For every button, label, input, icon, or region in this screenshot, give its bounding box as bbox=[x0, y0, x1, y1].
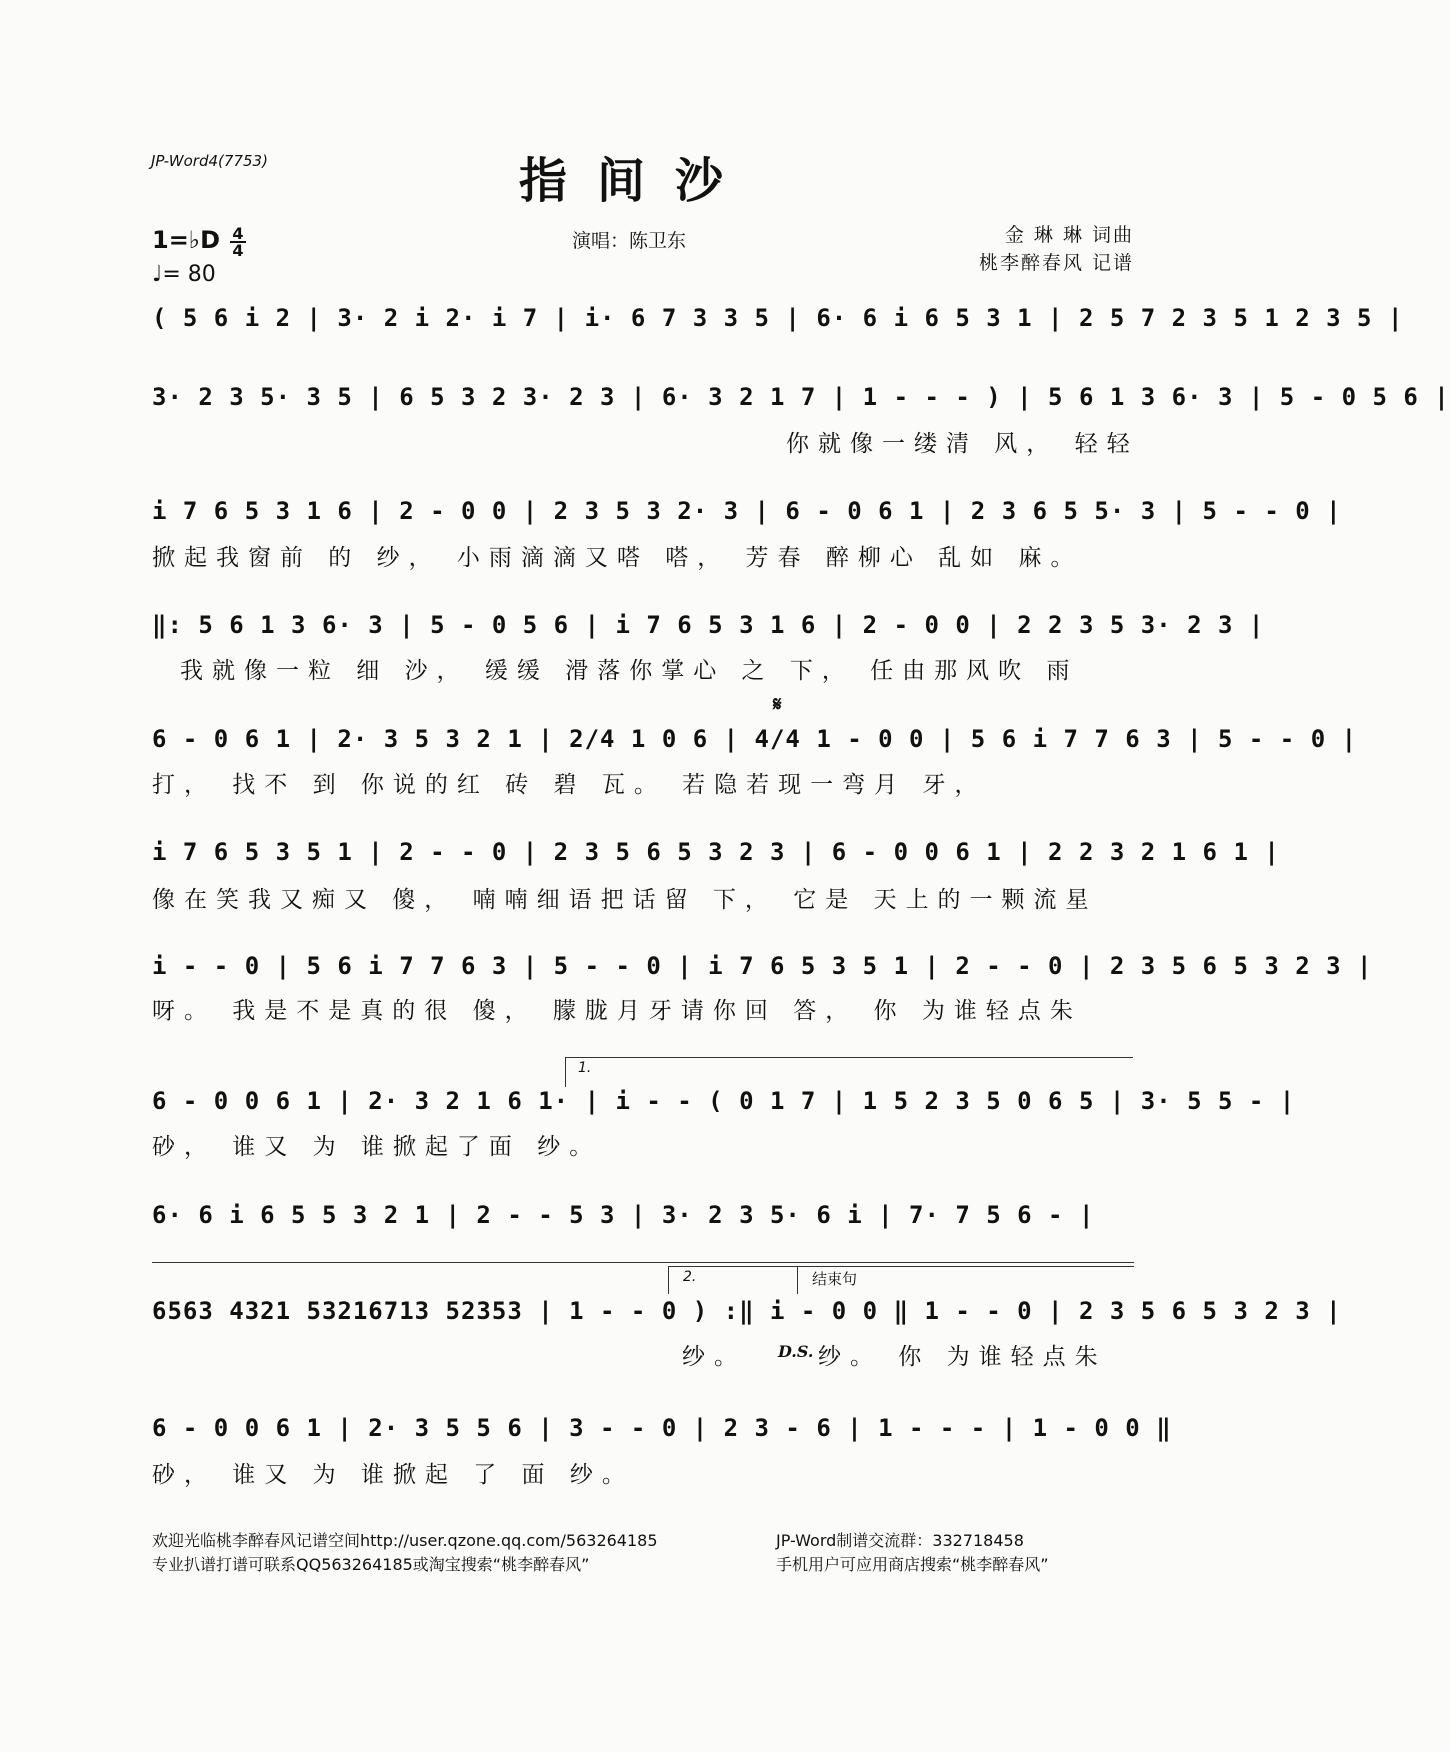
lyric-row-11: 砂， 谁又 为 谁掀起 了 面 纱。 bbox=[152, 1462, 634, 1488]
volta-1-bracket-side bbox=[565, 1057, 566, 1087]
segno-sign: 𝄋 bbox=[773, 692, 782, 716]
score-row-2: 3· 2 3 5· 3 5 | 6 5 3 2 3· 2 3 | 6· 3 2 1 7 | 1 - - - ) | 5 6 1 3 6· 3 | 5 - 0 5 6 | bbox=[152, 383, 1450, 411]
footer-mobile: 手机用户可应用商店搜索“桃李醉春风” bbox=[776, 1555, 1049, 1574]
footer-contact: 专业扒谱打谱可联系QQ563264185或淘宝搜索“桃李醉春风” bbox=[152, 1555, 590, 1574]
software-label: JP-Word4(7753) bbox=[151, 152, 268, 170]
lyric-row-7: 呀。 我是不是真的很 傻， 朦胧月牙请你回 答， 你 为谁轻点朱 bbox=[152, 998, 1082, 1024]
volta-2-bracket bbox=[668, 1266, 1134, 1267]
score-row-10: 6563 4321 53216713 52353 | 1 - - 0 ) :‖ i - 0 0 ‖ 1 - - 0 | 2 3 5 6 5 3 2 3 | bbox=[152, 1297, 1342, 1325]
volta-2-label: 2. bbox=[683, 1269, 697, 1285]
score-row-7: i - - 0 | 5 6 i 7 7 6 3 | 5 - - 0 | i 7 6 5 3 5 1 | 2 - - 0 | 2 3 5 6 5 3 2 3 | bbox=[152, 952, 1373, 980]
lyric-row-10-b: 纱。 你 为谁轻点朱 bbox=[818, 1344, 1107, 1370]
score-row-8: 6 - 0 0 6 1 | 2· 3 2 1 6 1· | i - - ( 0 1 7 | 1 5 2 3 5 0 6 5 | 3· 5 5 - | bbox=[152, 1087, 1296, 1115]
meter-bottom: 4 bbox=[232, 241, 244, 260]
lyric-row-5: 打， 找不 到 你说的红 砖 碧 瓦。 若隐若现一弯月 牙， bbox=[152, 772, 987, 798]
key-signature: 1=♭D bbox=[152, 226, 221, 254]
meter-top: 4 bbox=[230, 226, 246, 243]
lyric-row-8: 砂， 谁又 为 谁掀起了面 纱。 bbox=[152, 1134, 602, 1160]
composer-credit: 金 琳 琳 词曲 bbox=[1004, 224, 1134, 246]
lyric-row-4: 我就像一粒 细 沙， 缓缓 滑落你掌心 之 下， 任由那风吹 雨 bbox=[180, 658, 1079, 684]
score-row-11: 6 - 0 0 6 1 | 2· 3 5 5 6 | 3 - - 0 | 2 3 - 6 | 1 - - - | 1 - 0 0 ‖ bbox=[152, 1414, 1172, 1442]
transcriber-credit: 桃李醉春风 记谱 bbox=[978, 252, 1134, 274]
ending-label: 结束句 bbox=[812, 1270, 858, 1288]
score-row-5: 6 - 0 6 1 | 2· 3 5 3 2 1 | 2/4 1 0 6 | 4/4 1 - 0 0 | 5 6 i 7 7 6 3 | 5 - - 0 | bbox=[152, 725, 1358, 753]
tempo-marking: ♩= 80 bbox=[152, 262, 216, 287]
footer-group: JP-Word制谱交流群：332718458 bbox=[776, 1531, 1024, 1550]
score-row-4: ‖: 5 6 1 3 6· 3 | 5 - 0 5 6 | i 7 6 5 3 1 6 | 2 - 0 0 | 2 2 3 5 3· 2 3 | bbox=[152, 611, 1265, 639]
score-row-1: ( 5 6 i 2 | 3· 2 i 2· i 7 | i· 6 7 3 3 5 | 6· 6 i 6 5 3 1 | 2 5 7 2 3 5 1 2 3 5 | bbox=[152, 304, 1404, 332]
time-signature bbox=[230, 226, 246, 258]
footer-website: 欢迎光临桃李醉春风记谱空间http://user.qzone.qq.com/563264185 bbox=[152, 1531, 658, 1550]
singer-credit: 演唱：陈卫东 bbox=[572, 230, 687, 252]
volta-1-label: 1. bbox=[578, 1060, 592, 1076]
volta-1-bracket bbox=[565, 1057, 1133, 1058]
score-row-9: 6· 6 i 6 5 5 3 2 1 | 2 - - 5 3 | 3· 2 3 5· 6 i | 7· 7 5 6 - | bbox=[152, 1201, 1095, 1229]
ending-bracket-side bbox=[797, 1266, 798, 1294]
lyric-row-10-a: 纱。 bbox=[682, 1344, 746, 1370]
lyric-row-2: 你就像一缕清 风， 轻轻 bbox=[786, 431, 1139, 457]
score-row-3: i 7 6 5 3 1 6 | 2 - 0 0 | 2 3 5 3 2· 3 | 6 - 0 6 1 | 2 3 6 5 5· 3 | 5 - - 0 | bbox=[152, 497, 1342, 525]
lyric-row-3: 掀起我窗前 的 纱， 小雨滴滴又嗒 嗒， 芳春 醉柳心 乱如 麻。 bbox=[152, 545, 1083, 571]
volta-2-bracket-side bbox=[668, 1266, 669, 1294]
ds-marking: D.S. bbox=[778, 1342, 814, 1361]
lyric-row-6: 像在笑我又痴又 傻， 喃喃细语把话留 下， 它是 天上的一颗流星 bbox=[152, 887, 1098, 913]
song-title: 指间沙 bbox=[518, 153, 753, 209]
score-row-6: i 7 6 5 3 5 1 | 2 - - 0 | 2 3 5 6 5 3 2 3 | 6 - 0 0 6 1 | 2 2 3 2 1 6 1 | bbox=[152, 838, 1280, 866]
system-divider bbox=[152, 1262, 1134, 1263]
